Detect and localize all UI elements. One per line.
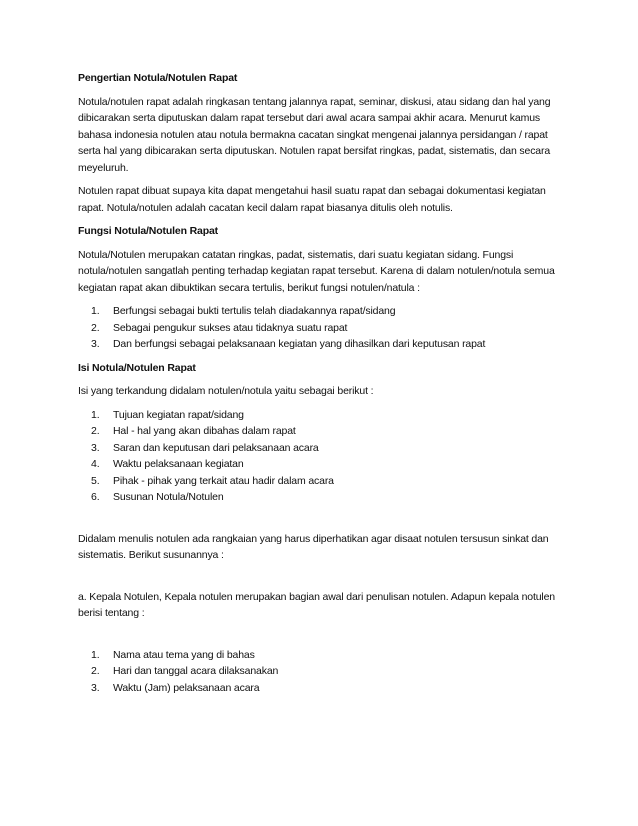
list-number: 1. [91, 648, 100, 661]
list-text: Saran dan keputusan dari pelaksanaan acara [113, 441, 319, 454]
heading-pengertian: Pengertian Notula/Notulen Rapat [78, 72, 238, 84]
list-number: 5. [91, 474, 100, 487]
list-isi [78, 407, 568, 506]
list-item [78, 647, 568, 664]
list-number: 3. [91, 441, 100, 454]
list-text: Sebagai pengukur sukses atau tidaknya suatu rapat [113, 321, 348, 334]
list-number: 1. [91, 305, 100, 317]
list-number: 2. [91, 321, 100, 334]
list-number: 3. [91, 681, 100, 694]
spacer [78, 513, 568, 531]
list-item [78, 336, 568, 353]
document-page [78, 70, 568, 703]
list-kepala-notulen [78, 647, 568, 697]
list-text: Tujuan kegiatan rapat/sidang [113, 408, 244, 421]
list-item [78, 423, 568, 440]
list-text: Waktu (Jam) pelaksanaan acara [113, 681, 260, 694]
list-text: Pihak - pihak yang terkait atau hadir dalam acara [113, 474, 334, 487]
list-text: Hari dan tanggal acara dilaksanakan [113, 665, 279, 677]
list-number: 6. [91, 491, 100, 503]
list-item [78, 680, 568, 697]
list-number: 2. [91, 425, 100, 437]
list-fungsi [78, 303, 568, 353]
list-text: Waktu pelaksanaan kegiatan [113, 458, 244, 470]
list-item [78, 663, 568, 680]
list-item [78, 407, 568, 424]
list-text: Susunan Notula/Notulen [113, 491, 224, 503]
list-number: 3. [91, 338, 100, 350]
heading-fungsi: Fungsi Notula/Notulen Rapat [78, 225, 219, 237]
spacer [78, 571, 568, 589]
list-item [78, 303, 568, 320]
paragraph-susunan: Didalam menulis notulen ada rangkaian yang harus diperhatikan agar disaat notulen tersusun sinkat dan sistematis. Berikut susunannya : [78, 532, 549, 561]
list-text: Berfungsi sebagai bukti tertulis telah diadakannya rapat/sidang [113, 305, 396, 317]
paragraph-pengertian: Notula/notulen rapat adalah ringkasan tentang jalannya rapat, seminar, diskusi, atau sidang dan hal yang dibicarakan serta diputuskan dalam rapat tersebut dari awal acara sampai akhir acara. Menurut kamus bahasa indonesia notulen atau notula bermakna cacatan singkat mengenai jalannya persidangan / rapat serta hal yang dibicarakan serta diputuskan. Notulen rapat bersifat ringkas, padat, sistematis, dan secara meyeluruh. [78, 95, 551, 174]
list-text: Nama atau tema yang di bahas [113, 648, 255, 661]
list-item [78, 473, 568, 490]
spacer [78, 629, 568, 647]
list-number: 4. [91, 458, 100, 470]
list-item [78, 489, 568, 506]
list-number: 1. [91, 408, 100, 421]
heading-isi: Isi Notula/Notulen Rapat [78, 361, 196, 374]
list-number: 2. [91, 665, 100, 677]
paragraph-fungsi: Notula/Notulen merupakan catatan ringkas, padat, sistematis, dari suatu kegiatan sidang. Fungsi notula/notulen sangatlah penting terhadap kegiatan rapat tersebut. Karena di dalam notulen/notula semua kegiatan rapat akan dibuktikan secara tertulis, berikut fungsi notulen/natula : [78, 248, 555, 294]
list-item [78, 440, 568, 457]
list-item [78, 320, 568, 337]
paragraph-kepala-notulen: a. Kepala Notulen, Kepala notulen merupakan bagian awal dari penulisan notulen. Adapun kepala notulen berisi tentang : [78, 590, 555, 619]
paragraph-isi: Isi yang terkandung didalam notulen/notula yaitu sebagai berikut : [78, 385, 374, 397]
paragraph-tujuan: Notulen rapat dibuat supaya kita dapat mengetahui hasil suatu rapat dan sebagai dokumentasi kegiatan rapat. Notula/notulen adalah cacatan kecil dalam rapat biasanya ditulis oleh notulis. [78, 185, 546, 214]
list-text: Hal - hal yang akan dibahas dalam rapat [113, 425, 296, 437]
list-text: Dan berfungsi sebagai pelaksanaan kegiatan yang dihasilkan dari keputusan rapat [113, 338, 486, 350]
list-item [78, 456, 568, 473]
